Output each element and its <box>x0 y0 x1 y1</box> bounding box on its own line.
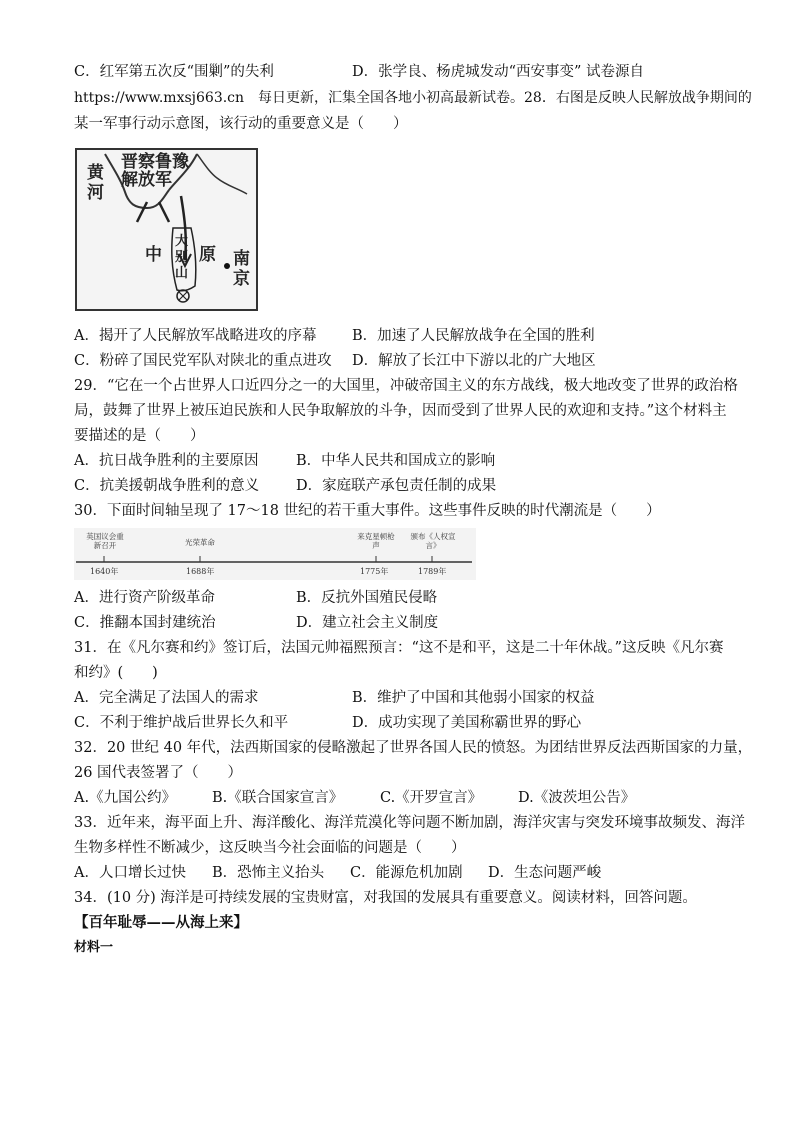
q28-option-b: B．加速了人民解放战争在全国的胜利 <box>352 328 595 344</box>
q30-option-b: B．反抗外国殖民侵略 <box>296 590 438 606</box>
q33-option-c: C．能源危机加剧 <box>350 865 463 881</box>
map-label-dabie-1: 大 <box>175 234 189 249</box>
q28-stem: 某一军事行动示意图，该行动的重要意义是（ ） <box>74 116 408 132</box>
map-label-army-line2: 解放军 <box>121 170 172 190</box>
q28-military-map <box>75 148 258 311</box>
q31-option-b: B．维护了中国和其他弱小国家的权益 <box>352 690 595 706</box>
q30-timeline <box>74 528 476 580</box>
q29-stem-line1: 29．“它在一个占世界人口近四分之一的大国里，冲破帝国主义的东方战线，极大地改变了世界的政治格 <box>74 378 738 394</box>
q32-option-b: B.《联合国家宣言》 <box>212 790 344 806</box>
timeline-year-4: 1789年 <box>418 567 447 576</box>
q27-option-d: D．张学良、杨虎城发动“西安事变” <box>352 64 582 80</box>
timeline-event-4: 颁布《人权宣言》 <box>410 532 456 550</box>
q33-option-a: A．人口增长过快 <box>74 865 186 881</box>
q33-stem-line1: 33．近年来，海平面上升、海洋酸化、海洋荒漠化等问题不断加剧，海洋灾害与突发环境事故频发、海洋 <box>74 815 745 831</box>
q33-stem-line2: 生物多样性不断减少，这反映当今社会面临的问题是（ ） <box>74 840 466 856</box>
q30-stem: 30．下面时间轴呈现了 17～18 世纪的若干重大事件。这些事件反映的时代潮流是（ ） <box>74 503 661 519</box>
q30-option-a: A．进行资产阶级革命 <box>74 590 215 606</box>
q29-option-b: B．中华人民共和国成立的影响 <box>296 453 496 469</box>
q31-stem-line2: 和约》( ) <box>74 665 158 681</box>
map-label-army-line1: 晋察鲁豫 <box>121 152 189 172</box>
q34-material-label: 材料一 <box>74 940 114 955</box>
q32-option-c: C.《开罗宣言》 <box>380 790 483 806</box>
timeline-event-3: 来克星顿枪声 <box>357 532 395 550</box>
q29-option-a: A．抗日战争胜利的主要原因 <box>74 453 259 469</box>
map-label-zhong: 中 <box>145 245 162 265</box>
q30-option-d: D．建立社会主义制度 <box>296 615 439 631</box>
timeline-event-2: 光荣革命 <box>185 538 215 547</box>
map-label-river-2: 河 <box>87 183 104 203</box>
timeline-year-1: 1640年 <box>90 567 119 576</box>
map-label-dabie-2: 别 <box>175 250 189 265</box>
timeline-year-3: 1775年 <box>360 567 389 576</box>
q28-option-c: C．粉碎了国民党军队对陕北的重点进攻 <box>74 353 332 369</box>
q32-stem-line1: 32．20 世纪 40 年代，法西斯国家的侵略激起了世界各国人民的愤怒。为团结世界反法西斯国家的力量， <box>74 740 753 756</box>
q29-option-d: D．家庭联产承包责任制的成果 <box>296 478 497 494</box>
q29-option-c: C．抗美援朝战争胜利的意义 <box>74 478 260 494</box>
q33-option-b: B．恐怖主义抬头 <box>212 865 325 881</box>
q32-stem-line2: 26 国代表签署了（ ） <box>74 765 243 781</box>
q27-option-c: C．红军第五次反“围剿”的失利 <box>74 64 274 80</box>
q31-stem-line1: 31．在《凡尔赛和约》签订后，法国元帅福熙预言：“这不是和平，这是二十年休战。”这反映《凡尔赛 <box>74 640 724 656</box>
q28-option-a: A．揭开了人民解放军战略进攻的序幕 <box>74 328 317 344</box>
q31-option-c: C．不利于维护战后世界长久和平 <box>74 715 289 731</box>
map-label-nanjing-2: 京 <box>233 269 250 289</box>
q31-option-d: D．成功实现了美国称霸世界的野心 <box>352 715 582 731</box>
q32-option-a: A.《九国公约》 <box>74 790 177 806</box>
source-text: 试卷源自 <box>586 64 644 80</box>
q34-stem: 34．(10 分) 海洋是可持续发展的宝贵财富，对我国的发展具有重要意义。阅读材料，回答问题。 <box>74 890 697 906</box>
map-label-river-1: 黄 <box>87 163 104 183</box>
q29-stem-line3: 要描述的是（ ） <box>74 428 205 444</box>
q32-option-d: D.《波茨坦公告》 <box>518 790 636 806</box>
q33-option-d: D．生态问题严峻 <box>488 865 602 881</box>
q31-option-a: A．完全满足了法国人的需求 <box>74 690 259 706</box>
q28-option-d: D．解放了长江中下游以北的广大地区 <box>352 353 596 369</box>
timeline-event-1: 英国议会重新召开 <box>86 532 124 550</box>
map-label-yuan: 原 <box>199 245 216 265</box>
q34-section-title: 【百年耻辱——从海上来】 <box>74 914 248 931</box>
timeline-year-2: 1688年 <box>186 567 215 576</box>
q30-option-c: C．推翻本国封建统治 <box>74 615 216 631</box>
map-label-dabie-3: 山 <box>175 266 189 281</box>
source-url-line: https://www.mxsj663.cn 每日更新，汇集全国各地小初高最新试卷。28．右图是反映人民解放战争期间的 <box>74 90 752 106</box>
q29-stem-line2: 局，鼓舞了世界上被压迫民族和人民争取解放的斗争，因而受到了世界人民的欢迎和支持。”这个材料主 <box>74 403 727 419</box>
map-label-nanjing-1: 南 <box>233 249 250 269</box>
